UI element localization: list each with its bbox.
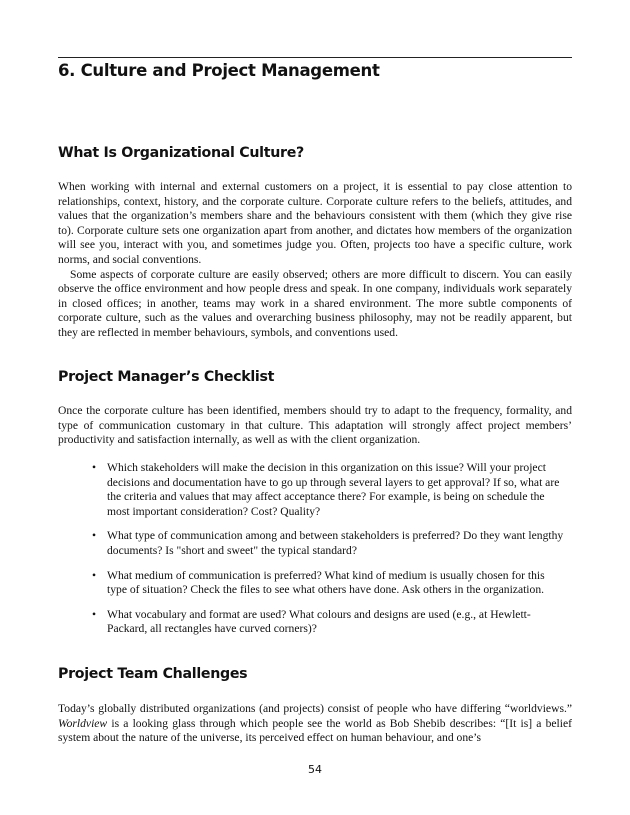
list-item bbox=[92, 529, 564, 558]
paragraph-corporate-culture: When working with internal and external customers on a project, it is essential to pay close attention to relationships, context, history, and the corporate culture. Corporate culture refers to the beliefs, attitudes, and values that the organization’s members share and the behaviours consistent with them (which they give rise to). Corporate culture sets one organization apart from another, and dictates how members of the organization will see you, interact with you, and sometimes judge you. Often, projects too have a specific culture, work norms, and social conventions. bbox=[58, 180, 572, 266]
chapter-rule bbox=[58, 57, 572, 58]
paragraph-worldviews bbox=[58, 702, 572, 746]
list-item bbox=[92, 461, 564, 519]
bullet-point: • bbox=[92, 461, 97, 474]
list-item-text: What medium of communication is preferred? What kind of medium is usually chosen for this type of situation? Check the files to see what others have done. Ask others in the organization. bbox=[107, 568, 545, 597]
chapter-title: 6. Culture and Project Management bbox=[58, 61, 380, 80]
page-number: 54 bbox=[308, 763, 322, 776]
list-item bbox=[92, 569, 564, 598]
list-item-text: What type of communication among and between stakeholders is preferred? Do they want lengthy documents? Is "short and sweet" the typical standard? bbox=[107, 529, 564, 557]
bullet-point: • bbox=[92, 529, 97, 543]
paragraph-text-after: is a looking glass through which people see the world as Bob Shebib describes: “[It is] a belief system about the nature of the universe, its perceived effect on human behaviour, and one’s bbox=[58, 716, 572, 745]
section-heading-checklist: Project Manager’s Checklist bbox=[58, 369, 275, 385]
checklist-list bbox=[92, 461, 564, 644]
paragraph-text-before: Today’s globally distributed organizations (and projects) consist of people who have differing “worldviews.” bbox=[58, 702, 572, 715]
section-heading-team-challenges: Project Team Challenges bbox=[58, 666, 248, 682]
paragraph-culture-aspects: Some aspects of corporate culture are easily observed; others are more difficult to discern. You can easily observe the office environment and how people dress and speak. In one company, individuals work separately in closed offices; in another, teams may work in a shared environment. The more subtle components of corporate culture, such as the values and overarching business philosophy, may not be readily apparent, but they are reflected in member behaviours, symbols, and conventions used. bbox=[58, 267, 572, 339]
list-item-text: Which stakeholders will make the decision in this organization on this issue? Will your project decisions and documentation have to go up through several layers to get approval? If so, what are the criteria and values that may affect acceptance there? For example, is being on schedule the most important consideration? Cost? Quality? bbox=[107, 461, 560, 518]
list-item bbox=[92, 608, 564, 637]
bullet-point: • bbox=[92, 607, 97, 621]
list-item-text: What vocabulary and format are used? What colours and designs are used (e.g., at Hewlett-Packard, all rectangles have curved corners)? bbox=[107, 607, 531, 636]
worldview-term: Worldview bbox=[58, 716, 108, 730]
section-heading-organizational-culture: What Is Organizational Culture? bbox=[58, 145, 304, 161]
bullet-point: • bbox=[92, 568, 97, 582]
paragraph-checklist-intro: Once the corporate culture has been identified, members should try to adapt to the frequency, formality, and type of communication customary in that culture. This adaptation will strongly affect project members’ productivity and satisfaction internally, as well as with the client organization. bbox=[58, 404, 572, 447]
